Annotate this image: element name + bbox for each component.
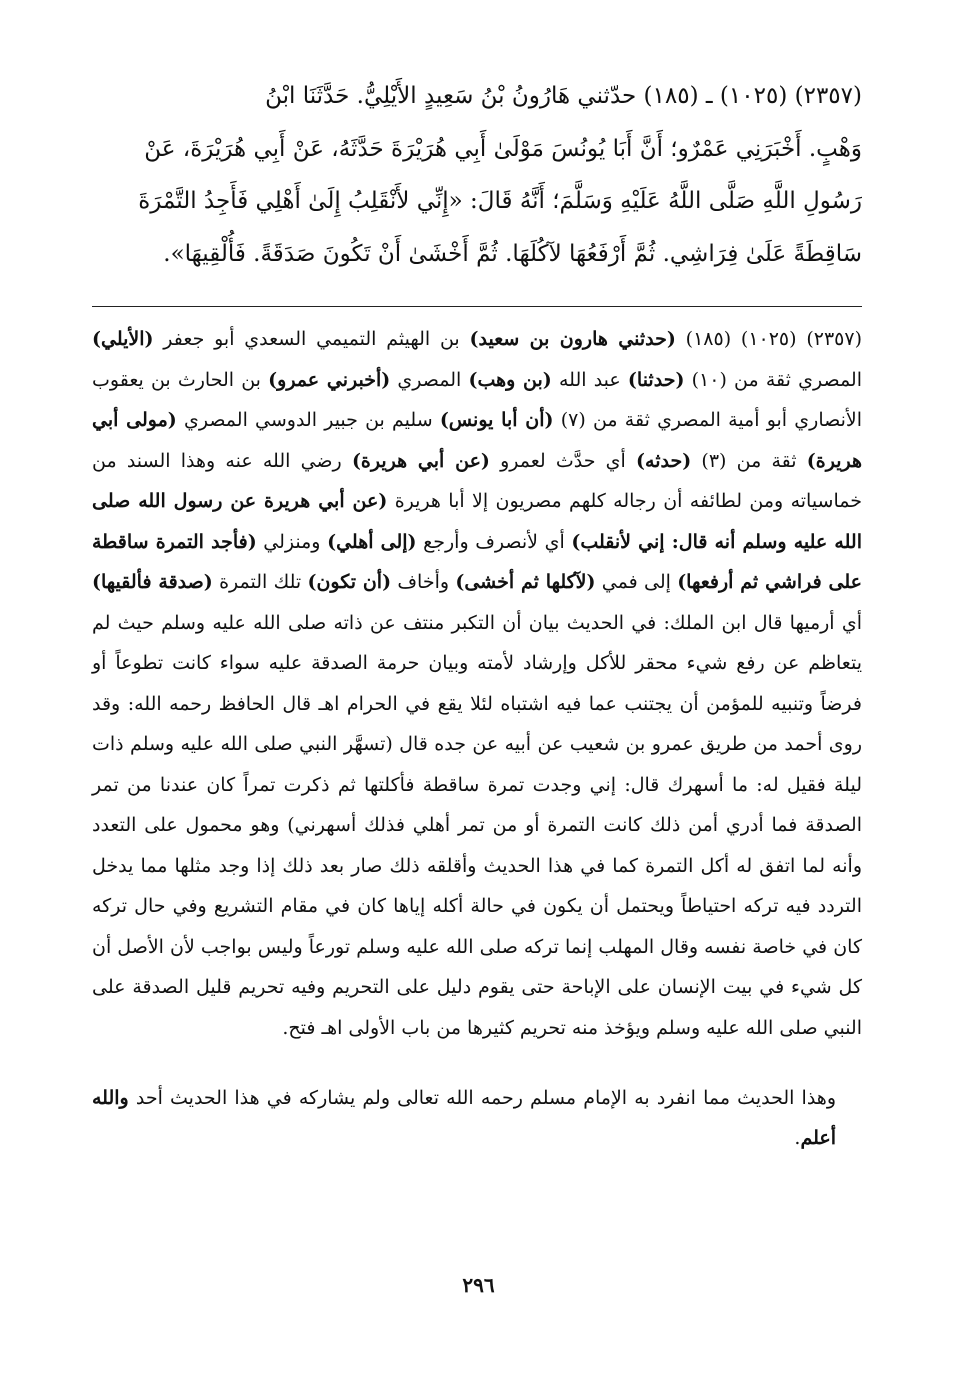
closing-note [92, 1078, 862, 1158]
text-segment: إلى فمي [595, 571, 678, 593]
bold-quote-segment: (أخبرني عمرو) [268, 368, 391, 391]
bold-quote-segment: (بن وهب) [468, 368, 552, 391]
hadith-line: (٢٣٥٧) (١٠٢٥) ـ (١٨٥) حدّثني هَارُونُ بْنُ سَعِيدٍ الأَيْلِيُّ. حَدَّثَنَا ابْنُ [265, 83, 862, 109]
hadith-line: سَاقِطَةً عَلَىٰ فِرَاشِي. ثُمَّ أَرْفَعُهَا لآكُلَهَا. ثُمَّ أَخْشَىٰ أَنْ تَكُونَ صَدَقَةً. فَأُلْقِيهَا». [163, 240, 862, 267]
bold-quote-segment: (مولى أبي هريرة) [92, 409, 862, 472]
footnote-divider [92, 306, 862, 307]
text-segment: أي أرميها قال ابن الملك: في الحديث بيان أن التكبر منتف عن ذاته صلى الله عليه وسلم حيث لم يتعاظم عن رفع شيء محقر للأكل وإرشاد لأمته وبيان حرمة الصدقة عليه سواء كانت تطوعاً أو فرضاً وتنبيه للمؤمن أن يجتنب عما فيه اشتباه لئلا يقع في الحرام اهـ قال الحافظ رحمه الله: وقد روى أحمد من طريق عمرو بن شعيب عن أبيه عن جده قال (تسهَّر النبي صلى الله عليه وسلم ذات ليلة فقيل له: ما أسهرك قال: إني وجدت تمرة ساقطة فأكلتها ثم ذكرت تمراً كان عندنا من تمر الصدقة فما أدري أمن ذلك كانت التمرة أو من تمر أهلي فذلك أسهرني) وهو محمول على التعدد وأنه لما اتفق له أكل التمرة كما في هذا الحديث وأقلقه ذلك صار بعد ذلك إذا وجد مثلها مما يدخل التردد فيه تركه احتياطاً ويحتمل أن يكون في حالة أكله إياها كان في مقام التشريع وفي حال تركه كان في خاصة نفسه وقال المهلب إنما تركه صلى الله عليه وسلم تورعاً وليس بواجب لأن الأصل أن كل شيء في بيت الإنسان على الإباحة حتى يقوم دليل على التحريم وفيه تحريم قليل الصدقة على النبي صلى الله عليه وسلم ويؤخذ منه تحريم كثيرها من باب الأولى اهـ فتح. [92, 611, 862, 1039]
text-segment: المصري ثقة من (١٠) [684, 368, 862, 391]
hadith-line: رَسُولِ اللَّهِ صَلَّى اللَّهُ عَلَيْهِ وَسَلَّمَ؛ أَنَّهُ قَالَ: «إِنِّي لأَنْقَلِبُ إِلَىٰ أَهْلِي فَأَجِدُ التَّمْرَةَ [138, 188, 862, 214]
text-segment: أي حدَّث لعمرو [489, 449, 637, 472]
bold-quote-segment: (أن تكون) [307, 571, 392, 593]
hadith-text [92, 70, 862, 280]
text-segment: رضي الله عنه وهذا السند من خماسياته ومن لطائفه أن رجاله كلهم مصريون إلا أبا هريرة [92, 449, 862, 512]
bold-quote-segment: (أن أبا يونس) [439, 409, 554, 431]
text-segment: المصري [390, 368, 469, 391]
text-segment: . [794, 1127, 801, 1149]
bold-quote-segment: (إلى أهلي) [327, 530, 417, 553]
bold-quote-segment: والله أعلم [92, 1087, 836, 1149]
text-segment: (٢٣٥٧) (١٠٢٥) (١٨٥) [675, 328, 863, 350]
document-page [92, 70, 862, 1330]
text-segment: بن الحارث بن يعقوب الأنصاري أبو أمية المصري ثقة من (٧) [92, 368, 862, 431]
bold-quote-segment: (حدثني هارون بن سعيد) [469, 328, 676, 350]
bold-quote-segment: (عن أبي هريرة) [351, 449, 490, 472]
text-segment: وأخاف [391, 571, 456, 593]
bold-quote-segment: (صدقة فألقيها) [92, 571, 213, 593]
text-segment: وهذا الحديث مما انفرد به الإمام مسلم رحمه الله تعالى ولم يشاركه في هذا الحديث أحد [128, 1087, 836, 1109]
commentary-text [92, 319, 862, 1048]
text-segment: سليم بن جبير الدوسي المصري [176, 409, 440, 431]
bold-quote-segment: (لآكلها ثم أخشى) [455, 571, 596, 593]
bold-quote-segment: (عن أبي هريرة عن رسول الله صلى الله عليه وسلم أنه قال: إني لأنقلب) [92, 490, 862, 553]
text-segment: ومنزلي [256, 530, 328, 553]
bold-quote-segment: (حدثه) [636, 449, 692, 472]
bold-quote-segment: (فأجد التمرة ساقطة على فراشي ثم أرفعها) [92, 530, 863, 593]
hadith-line: وَهْبٍ. أَخْبَرَنِي عَمْرٌو؛ أَنَّ أَبَا يُونُسَ مَوْلَىٰ أَبِي هُرَيْرَةَ حَدَّثَهُ، عَنْ أَبِي هُرَيْرَةَ، عَنْ [144, 135, 862, 162]
text-segment: أي لأنصرف وأرجع [416, 530, 572, 553]
bold-quote-segment: (الأيلي) [92, 328, 154, 350]
text-segment: بن الهيثم التميمي السعدي أبو جعفر [153, 328, 470, 350]
text-segment: ثقة من (٣) [691, 449, 807, 472]
bold-quote-segment: (حدثنا) [627, 368, 685, 391]
text-segment: عبد الله [551, 368, 628, 391]
page-number: ٢٩٦ [462, 1273, 495, 1297]
text-segment: تلك التمرة [212, 571, 308, 593]
